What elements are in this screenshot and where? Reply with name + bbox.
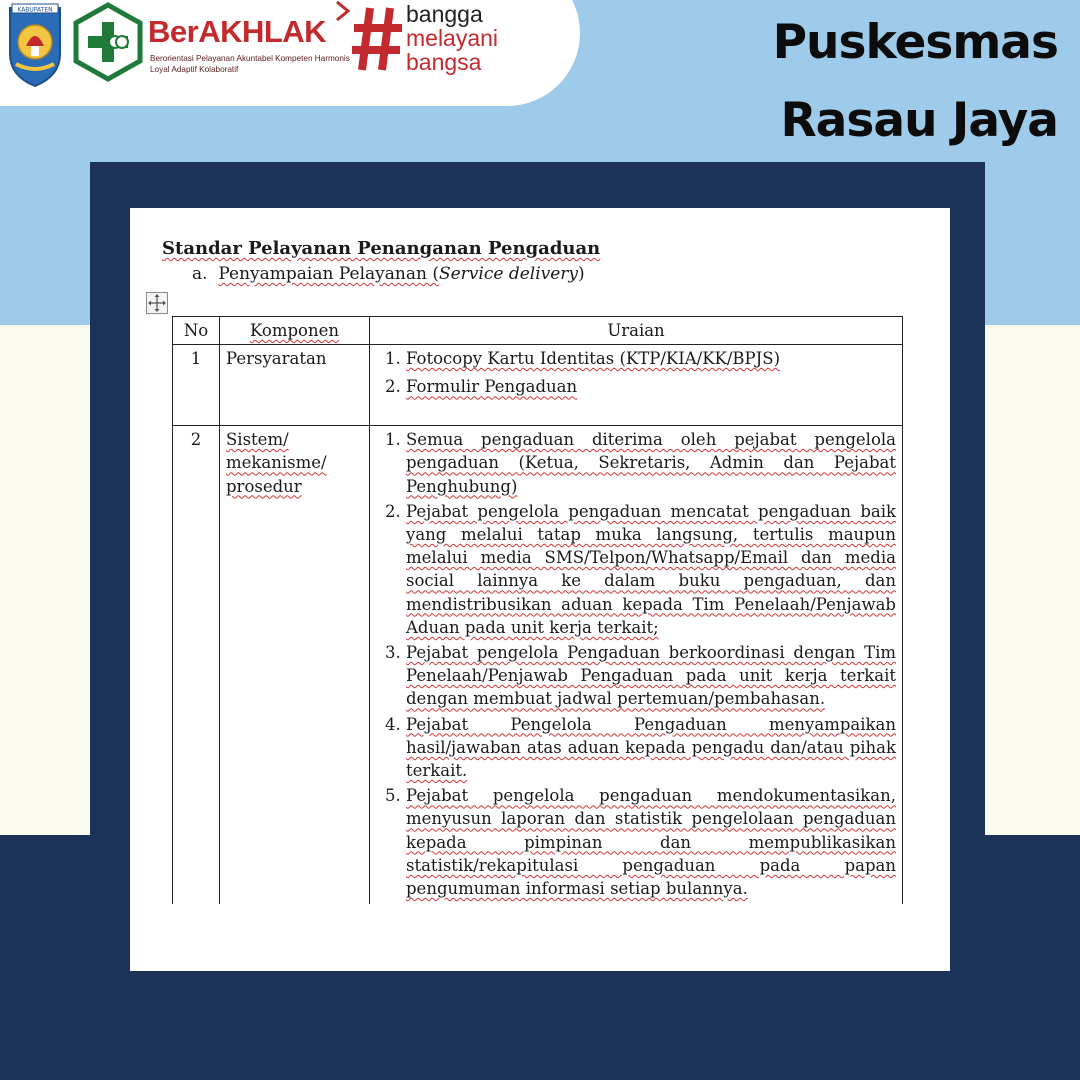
chevron-right-icon [332, 0, 354, 22]
subtitle-suffix: ) [578, 264, 585, 284]
hashtag-icon [352, 6, 404, 72]
subtitle-italic: Service delivery [438, 264, 579, 284]
organization-title [698, 4, 1058, 160]
row-component: Sistem/ mekanisme/ prosedur [220, 426, 370, 905]
header-component: Komponen [220, 317, 370, 345]
slogan-line-2: melayani [406, 25, 499, 51]
header-description: Uraian [370, 317, 903, 345]
table-row [173, 345, 903, 426]
header-no: No [173, 317, 220, 345]
document-title: Standar Pelayanan Penanganan Pengaduan [162, 238, 601, 259]
row-number: 1 [173, 345, 220, 426]
regency-crest-icon [4, 2, 66, 88]
campaign-slogan [406, 2, 498, 74]
org-title-line-1: Puskesmas [772, 15, 1058, 70]
slogan-line-1: bangga [406, 1, 483, 27]
table-header-row [173, 317, 903, 345]
document-page [130, 208, 950, 971]
list-item: 1. Fotocopy Kartu Identitas (KTP/KIA/KK/BPJS) [406, 347, 896, 370]
document-subtitle [192, 264, 585, 284]
org-title-line-2: Rasau Jaya [780, 93, 1058, 148]
list-item: 1. Semua pengaduan diterima oleh pejabat pengelola pengaduan (Ketua, Sekretaris, Admin dan Pejabat Penghubung) [406, 428, 896, 498]
subtitle-main: Penyampaian Pelayanan ( [218, 264, 439, 284]
service-standard-table [172, 316, 903, 904]
row-number: 2 [173, 426, 220, 905]
list-item: 4. Pejabat Pengelola Pengaduan menyampaikan hasil/jawaban atas aduan kepada pengadu dan/atau pihak terkait. [406, 713, 896, 783]
list-item: 2. Formulir Pengaduan [406, 375, 896, 398]
list-item: 2. Pejabat pengelola pengaduan mencatat pengaduan baik yang melalui tatap muka langsung, tertulis maupun melalui media SMS/Telpon/Whatsapp/Email dan media social lainnya ke dalam buku pengaduan, dan mendistribusikan aduan kepada Tim Penelaah/Penjawab Aduan pada unit kerja terkait; [406, 500, 896, 639]
requirement-list [376, 347, 896, 398]
procedure-list [376, 428, 896, 900]
table-move-icon[interactable] [146, 292, 168, 314]
row-component: Persyaratan [220, 345, 370, 426]
row-description [370, 345, 903, 426]
list-item: 3. Pejabat pengelola Pengaduan berkoordinasi dengan Tim Penelaah/Penjawab Pengaduan pada unit kerja terkait dengan membuat jadwal pertemuan/pembahasan. [406, 641, 896, 711]
row-description [370, 426, 903, 905]
slogan-line-3: bangsa [406, 49, 482, 75]
subtitle-marker: a. [192, 264, 208, 284]
berakhlak-logo-text: BerAKHLAK [148, 14, 327, 49]
list-item: 5. Pejabat pengelola pengaduan mendokumentasikan, menyusun laporan dan statistik pengelolaan pengaduan kepada pimpinan dan mempublikasikan statistik/rekapitulasi pengaduan pada papan pengumuman informasi setiap bulannya. [406, 784, 896, 900]
crest-label: KABUPATEN [17, 6, 53, 14]
berakhlak-tagline: Berorientasi Pelayanan Akuntabel Kompeten Harmonis Loyal Adaptif Kolaboratif [150, 54, 350, 74]
health-cross-icon [72, 2, 144, 82]
table-row [173, 426, 903, 905]
